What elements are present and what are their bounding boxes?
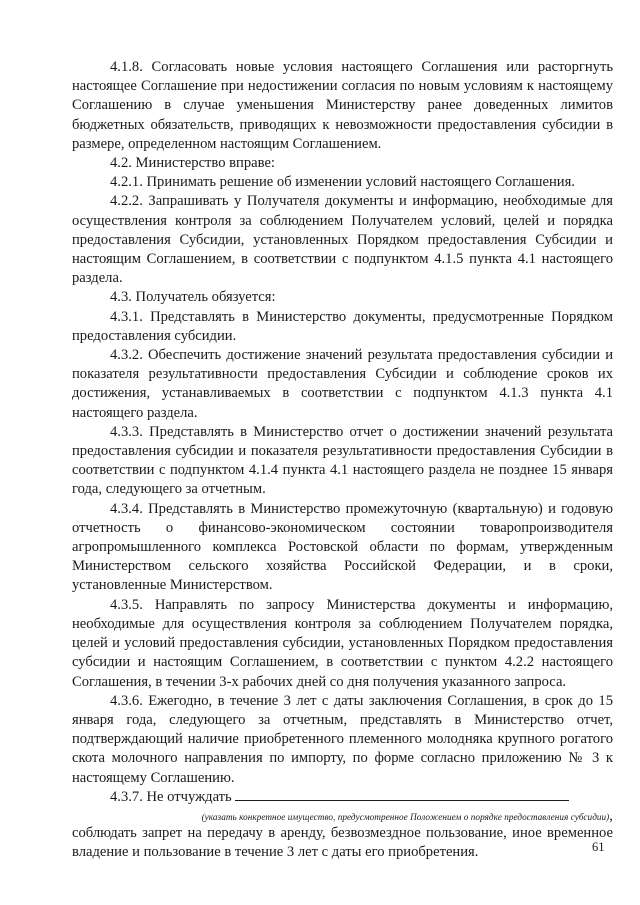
- document-body: [72, 58, 613, 862]
- clause-4-2-2: 4.2.2. Запрашивать у Получателя документы и информацию, необходимые для осуществления контроля за соблюдением Получателем условий, целей и порядка предоставления Субсидии, установленных Порядком предоставления Субсидии и настоящим Соглашением, в соответствии с подпунктом 4.1.5 пункта 4.1 настоящего раздела.: [72, 193, 613, 287]
- clause-4-2-1: 4.2.1. Принимать решение об изменении условий настоящего Соглашения.: [110, 174, 575, 191]
- clause-4-3-1: 4.3.1. Представлять в Министерство документы, предусмотренные Порядком предоставления субсидии.: [72, 308, 613, 344]
- fill-in-hint: [72, 807, 613, 824]
- clause-4-3-3: 4.3.3. Представлять в Министерство отчет о достижении значений результата предоставления субсидии и показателя результативности предоставления Субсидии в соответствии с подпунктом 4.1.4 пункта 4.1 настоящего раздела не позднее 15 января года, следующего за отчетным.: [72, 423, 613, 498]
- fill-in-hint-comma: ,: [609, 807, 613, 824]
- clause-4-3-7-continuation: соблюдать запрет на передачу в аренду, безвозмездное пользование, иное временное владение и пользование в течение 3 лет с даты его приобретения.: [72, 824, 613, 861]
- clause-4-3-7-label: 4.3.7. Не отчуждать: [110, 788, 232, 805]
- clause-4-2: 4.2. Министерство вправе:: [110, 155, 275, 172]
- clause-4-3: 4.3. Получатель обязуется:: [110, 289, 276, 306]
- fill-in-hint-text: (указать конкретное имущество, предусмотренное Положением о порядке предоставления субсидии): [201, 811, 610, 822]
- clause-4-3-7: [72, 788, 613, 807]
- clause-4-3-6: 4.3.6. Ежегодно, в течение 3 лет с даты заключения Соглашения, в срок до 15 января года, следующего за отчетным, представлять в Министерство отчет, подтверждающий наличие приобретенного племенного молодняка крупного рогатого скота молочного направления по импорту, по форме согласно приложению № 3 к настоящему Соглашению.: [72, 692, 613, 786]
- clause-4-3-2: 4.3.2. Обеспечить достижение значений результата предоставления субсидии и показателя результативности предоставления Субсидии и соблюдение сроков их достижения, устанавливаемых в соответствии с подпунктом 4.1.3 пункта 4.1 настоящего раздела.: [72, 347, 613, 421]
- fill-in-blank-line: [235, 788, 569, 801]
- clause-4-3-4: 4.3.4. Представлять в Министерство промежуточную (квартальную) и годовую отчетность о финансово-экономическом состоянии товаропроизводителя агропромышленного комплекса Ростовской области по формам, утвержденным Министерством сельского хозяйства Российской Федерации, и в сроки, установленные Министерством.: [72, 500, 613, 594]
- clause-4-1-8: 4.1.8. Согласовать новые условия настоящего Соглашения или расторгнуть настоящее Соглашение при недостижении согласия по новым условиям к настоящему Соглашению в случае уменьшения Министерству ранее доведенных лимитов бюджетных обязательств, приводящих к невозможности предоставления субсидии в размере, определенном настоящим Соглашением.: [72, 59, 613, 152]
- clause-4-3-5: 4.3.5. Направлять по запросу Министерства документы и информацию, необходимые для осуществления контроля за соблюдением Получателем порядка, целей и условий предоставления субсидии, установленных Порядком предоставления субсидии и настоящим Соглашением, в соответствии с пунктом 4.2.2 настоящего Соглашения, в течении 3-х рабочих дней со дня получения указанного запроса.: [72, 596, 613, 690]
- page-number: 61: [592, 840, 605, 854]
